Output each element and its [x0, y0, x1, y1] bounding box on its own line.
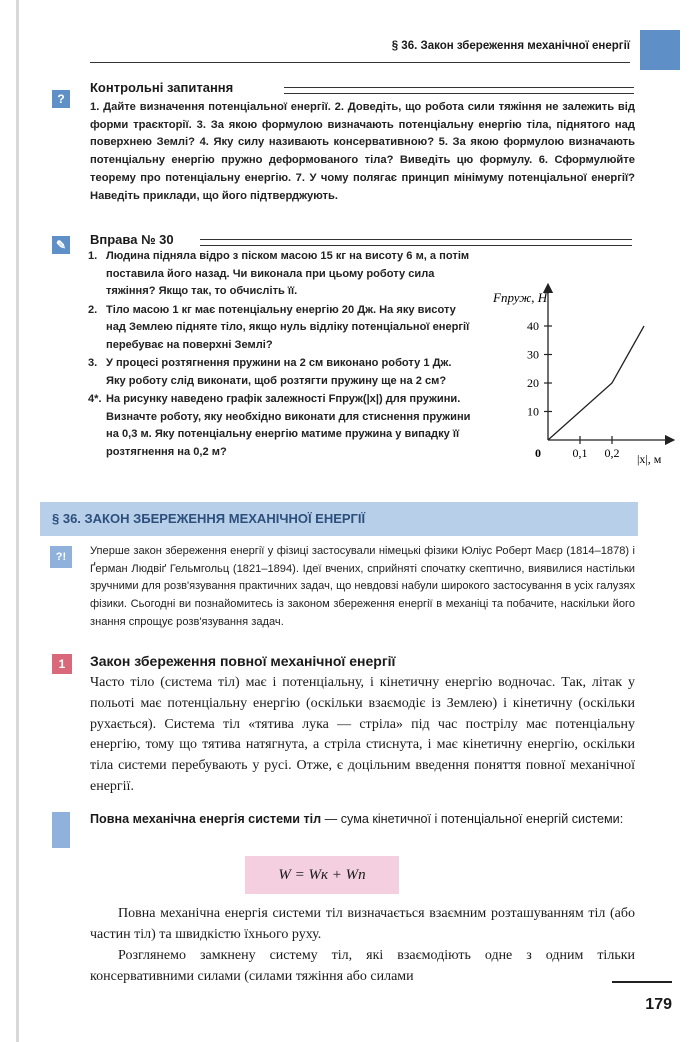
y-tick-label: 30: [527, 347, 539, 362]
question-exclaim-icon: ?!: [50, 546, 72, 568]
footer-rule: [612, 981, 672, 983]
exercise-item-number: 3.: [88, 357, 98, 369]
definition-term: Повна механічна енергія системи тіл: [90, 812, 322, 826]
definition-marker: [52, 812, 70, 848]
paragraph-3: Розглянемо замкнену систему тіл, які взаємодіють одне з одним тільки консервативними силами (силами тяжіння або силами: [90, 948, 635, 984]
questions-title-rule: [284, 87, 634, 94]
exercise-list: [88, 248, 473, 462]
definition: [90, 810, 635, 829]
exercise-item: [88, 302, 473, 355]
questions-text: 1. Дайте визначення потенціальної енергії. 2. Доведіть, що робота сили тяжіння не залежить від форми траєкторії. 3. За якою формулою визначають потенціальну енергію тіла, піднятого над поверхнею Землі? 4. Яку силу називають консервативною? 5. За якою формулою визначають потенціальну енергію пружно деформованого тіла? Виведіть цю формулу. 6. Сформулюйте теорему про потенціальну енергію. 7. У чому полягає принцип мінімуму потенціальної енергії? Наведіть приклади, що його підтверджують.: [90, 101, 635, 202]
spring-force-chart: [485, 280, 685, 475]
exercise-item-number: 4*.: [88, 393, 102, 405]
x-tick-label: 0,1: [572, 446, 588, 460]
exercise-item: [88, 355, 473, 390]
origin-label: 0: [535, 446, 541, 460]
definition-text: — сума кінетичної і потенціальної енергій системи:: [321, 812, 624, 826]
running-head: § 36. Закон збереження механічної енергії: [391, 40, 630, 52]
exercise-item-number: 1.: [88, 250, 98, 262]
energy-formula: W = Wк + Wп: [245, 856, 399, 894]
paragraph-2: Повна механічна енергія системи тіл визначається взаємним розташуванням тіл (або частин тіл) та швидкістю їхнього руху.: [90, 906, 635, 942]
exercise-item: [88, 391, 473, 461]
exercise-item-text: На рисунку наведено графік залежності Fпруж(|x|) для пружини. Визначте роботу, яку необхідно виконати для стиснення пружини на 0,3 м. Яку потенціальну енергію матиме пружина у випадку її розтягнення на 0,2 м?: [106, 393, 471, 458]
section-intro: Уперше закон збереження енергії у фізиці застосували німецькі фізики Юліус Роберт Маєр (1814–1878) і Ґерман Людвіґ Гельмгольц (1821–1894). Ідеї вчених, сприйняті спочатку скептично, виявилися настільки зручними для розв'язування практичних задач, що невдовзі набули широкого застосування в усіх галузях фізики. Сьогодні ви познайомитесь із законом збереження енергії в механіці та побачите, наскільки його знання спрощує розв'язування задач.: [90, 545, 635, 628]
section-title: § 36. ЗАКОН ЗБЕРЕЖЕННЯ МЕХАНІЧНОЇ ЕНЕРГІЇ: [52, 511, 366, 526]
x-tick-label: 0,2: [604, 446, 620, 460]
force-line: [548, 326, 644, 440]
pencil-icon: ✎: [52, 236, 70, 254]
exercise-item: [88, 248, 473, 301]
exercise-title-rule: [200, 239, 632, 246]
exercise-title: Вправа № 30: [90, 232, 174, 247]
exercise-item-text: У процесі розтягнення пружини на 2 см виконано роботу 1 Дж. Яку роботу слід виконати, щоб розтягти пружину ще на 2 см?: [106, 357, 452, 387]
page-binding-edge: [16, 0, 19, 1042]
paragraph-1: Часто тіло (система тіл) має і потенціальну, і кінетичну енергію водночас. Так, літак у польоті має потенціальну енергію (оскільки взаємодіє із Землею) і кінетичну (оскільки рухається). Система тіл «тятива лука — стріла» під час пострілу має потенціальну енергію, тому що тятива натягнута, а стріла стиснута, і має кінетичну енергію, оскільки тіла системи перебувають у русі. Отже, є доцільним введення поняття повної механічної енергії.: [90, 675, 635, 794]
y-tick-label: 10: [527, 404, 539, 419]
y-tick-label: 40: [527, 319, 539, 333]
exercise-item-text: Людина підняла відро з піском масою 15 кг на висоту 6 м, а потім поставила його назад. Чи виконала при цьому роботу сила тяжіння? Якщо так, то обчисліть її.: [106, 250, 470, 297]
exercise-item-number: 2.: [88, 303, 98, 316]
header-divider: [90, 62, 630, 63]
question-icon: ?: [52, 90, 70, 108]
y-tick-label: 20: [527, 376, 539, 390]
chapter-tab-marker: [640, 30, 680, 70]
questions-title: Контрольні запитання: [90, 80, 234, 95]
x-axis-label: |x|, м: [637, 452, 662, 466]
subsection-title: Закон збереження повної механічної енергії: [90, 653, 396, 669]
page-number: 179: [645, 996, 672, 1013]
subsection-number: 1: [52, 654, 72, 674]
exercise-item-text: Тіло масою 1 кг має потенціальну енергію 20 Дж. На яку висоту над Землею підняте тіло, якщо нуль відліку потенціальної енергії перебуває на поверхні Землі?: [106, 303, 470, 351]
y-axis-label: Fпруж, Н: [493, 290, 548, 305]
